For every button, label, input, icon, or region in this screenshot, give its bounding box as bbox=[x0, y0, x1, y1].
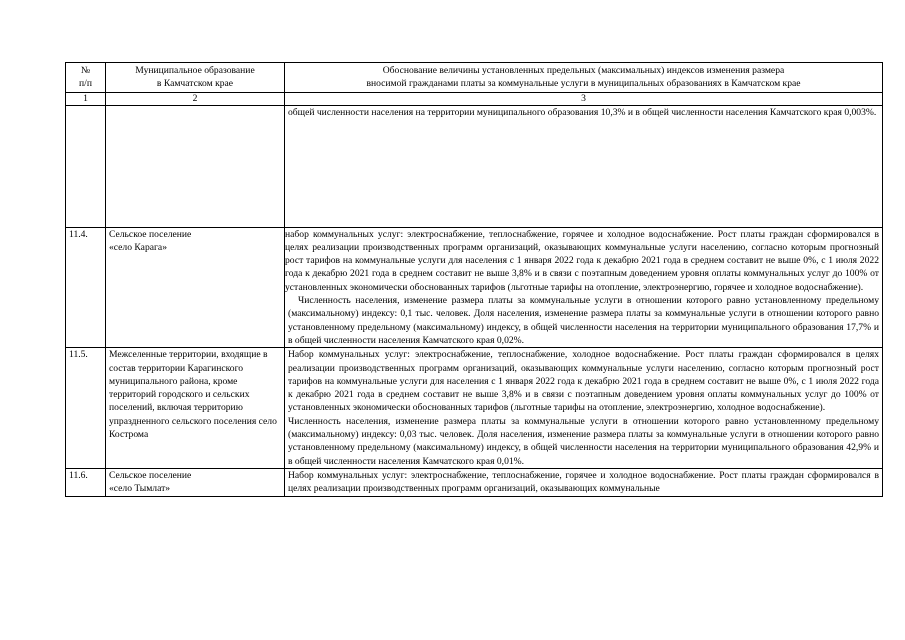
header-number: № п/п bbox=[66, 63, 106, 93]
justification-paragraph: Набор коммунальных услуг: электроснабжение, теплоснабжение, горячее и холодное водоснабжение. Рост платы граждан сформировался в целях реализации производственных программ организаций, оказывающих коммунальные bbox=[288, 469, 879, 495]
tariff-table bbox=[65, 62, 883, 497]
column-number-3: 3 bbox=[285, 92, 883, 105]
table-row bbox=[66, 227, 883, 348]
justification-paragraph: Численность населения, изменение размера платы за коммунальные услуги в отношении которого равно установленному предельному (максимальному) индексу: 0,03 тыс. человек. Доля населения, изменение размера платы за коммунальные услуги в отношении которого равно установленному предельному (максимальному) индексу, в общей численности населения на территории муниципального образования 42,9% и в общей численности населения Камчатского края 0,01%. bbox=[288, 415, 879, 467]
justification-paragraph: Набор коммунальных услуг: электроснабжение, теплоснабжение, холодное водоснабжение. Рост платы граждан сформировался в целях реализации производственных программ организаций, оказывающих коммунальные услуги населению, согласно которым прогнозный рост тарифов на коммунальные услуги для населения с 1 января 2022 года к декабрю 2021 года в среднем составит не выше 0%, с 1 июля 2022 года к декабрю 2021 года в среднем составит не выше 3,8% и в связи с поэтапным доведением уровня оплаты коммунальных услуг до 100% от установленных экономически обоснованных тарифов (льготные тарифы на отопление, электроэнергию, холодное водоснабжение). bbox=[288, 349, 879, 414]
column-number-2: 2 bbox=[106, 92, 285, 105]
justification-text bbox=[285, 348, 883, 469]
table-row bbox=[66, 348, 883, 469]
justification-text bbox=[285, 468, 883, 496]
header-municipality: Муниципальное образование в Камчатском крае bbox=[106, 63, 285, 93]
municipality-name: Сельское поселение «село Карага» bbox=[106, 227, 285, 348]
column-number-1: 1 bbox=[66, 92, 106, 105]
justification-paragraph: Численность населения, изменение размера платы за коммунальные услуги в отношении которого равно установленному предельному (максимальному) индексу: 0,1 тыс. человек. Доля населения, изменение размера платы за коммунальные услуги в отношении которого равно установленному предельному (максимальному) индексу, в общей численности населения на территории муниципального образования 17,7% и в общей численности населения Камчатского края 0,02%. bbox=[288, 295, 879, 346]
row-number: 11.6. bbox=[66, 468, 106, 496]
column-number-row bbox=[66, 92, 883, 105]
header-justification: Обоснование величины установленных предельных (максимальных) индексов изменения размера вносимой гражданами платы за коммунальные услуги в муниципальных образованиях в Камчатском крае bbox=[285, 63, 883, 93]
municipality-name bbox=[106, 105, 285, 227]
table-header-row bbox=[66, 63, 883, 93]
justification-paragraph: набор коммунальных услуг: электроснабжение, теплоснабжение, горячее и холодное водоснабжение. Рост платы граждан сформировался в целях реализации производственных программ организаций, оказывающих коммунальные услуги населению, согласно которым прогнозный рост тарифов на коммунальные услуги для населения с 1 января 2022 года к декабрю 2021 года в среднем составит не выше 0%, с 1 июля 2022 года к декабрю 2021 года в среднем составит не выше 3,8% и в связи с поэтапным доведением уровня оплаты коммунальных услуг до 100% от установленных экономически обоснованных тарифов (льготные тарифы на отопление, электроэнергию, горячее и холодное водоснабжение). bbox=[285, 228, 879, 293]
municipality-name: Сельское поселение «село Тымлат» bbox=[106, 468, 285, 496]
justification-text bbox=[285, 227, 883, 348]
table-row bbox=[66, 468, 883, 496]
table-row bbox=[66, 105, 883, 227]
justification-text bbox=[285, 105, 883, 227]
municipality-name: Межселенные территории, входящие в состав территории Карагинского муниципального района, кроме территорий городского и сельских поселений, включая территорию упраздненного сельского поселения село Кострома bbox=[106, 348, 285, 469]
row-number: 11.5. bbox=[66, 348, 106, 469]
justification-paragraph: общей численности населения на территории муниципального образования 10,3% и в общей численности населения Камчатского края 0,003%. bbox=[288, 106, 877, 118]
row-number: 11.4. bbox=[66, 227, 106, 348]
row-number bbox=[66, 105, 106, 227]
